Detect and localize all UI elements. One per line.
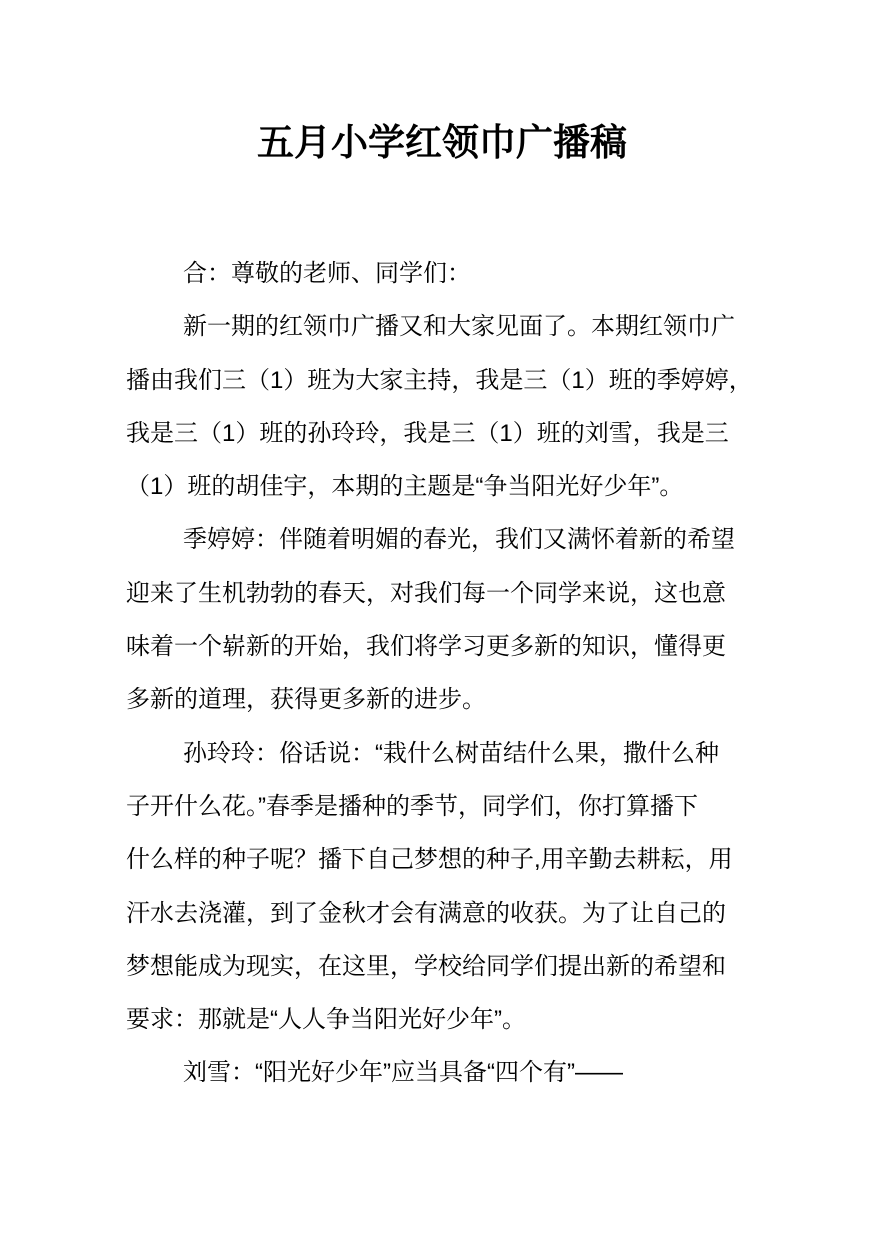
text-line: 播由我们三（1）班为大家主持，我是三（1）班的季婷婷，	[126, 366, 753, 394]
text-line: 迎来了生机勃勃的春天，对我们每一个同学来说，这也意	[126, 579, 726, 607]
document-body	[126, 247, 824, 1100]
text-line: 要求：那就是“人人争当阳光好少年”。	[126, 1006, 526, 1034]
text-line: 多新的道理，获得更多新的进步。	[126, 686, 486, 714]
text-line: 什么样的种子呢？播下自己梦想的种子,用辛勤去耕耘，用	[126, 846, 733, 874]
document-title: 五月小学红领巾广播稿	[257, 122, 627, 163]
text-line: 子开什么花。”春季是播种的季节，同学们，你打算播下	[126, 792, 698, 820]
text-line: 合：尊敬的老师、同学们：	[183, 260, 471, 287]
text-line: 汗水去浇灌，到了金秋才会有满意的收获。为了让自己的	[126, 899, 726, 927]
text-line: （1）班的胡佳宇，本期的主题是“争当阳光好少年”。	[126, 473, 684, 501]
text-line: 梦想能成为现实，在这里，学校给同学们提出新的希望和	[126, 952, 726, 980]
text-line: 味着一个崭新的开始，我们将学习更多新的知识，懂得更	[126, 633, 726, 661]
text-line: 孙玲玲：俗话说：“栽什么树苗结什么果，撒什么种	[183, 739, 719, 767]
text-line: 新一期的红领巾广播又和大家见面了。本期红领巾广	[183, 313, 735, 341]
text-line: 我是三（1）班的孙玲玲，我是三（1）班的刘雪，我是三	[126, 419, 729, 447]
text-line: 季婷婷：伴随着明媚的春光，我们又满怀着新的希望	[183, 526, 735, 554]
text-line: 刘雪：“阳光好少年”应当具备“四个有”——	[183, 1059, 623, 1087]
